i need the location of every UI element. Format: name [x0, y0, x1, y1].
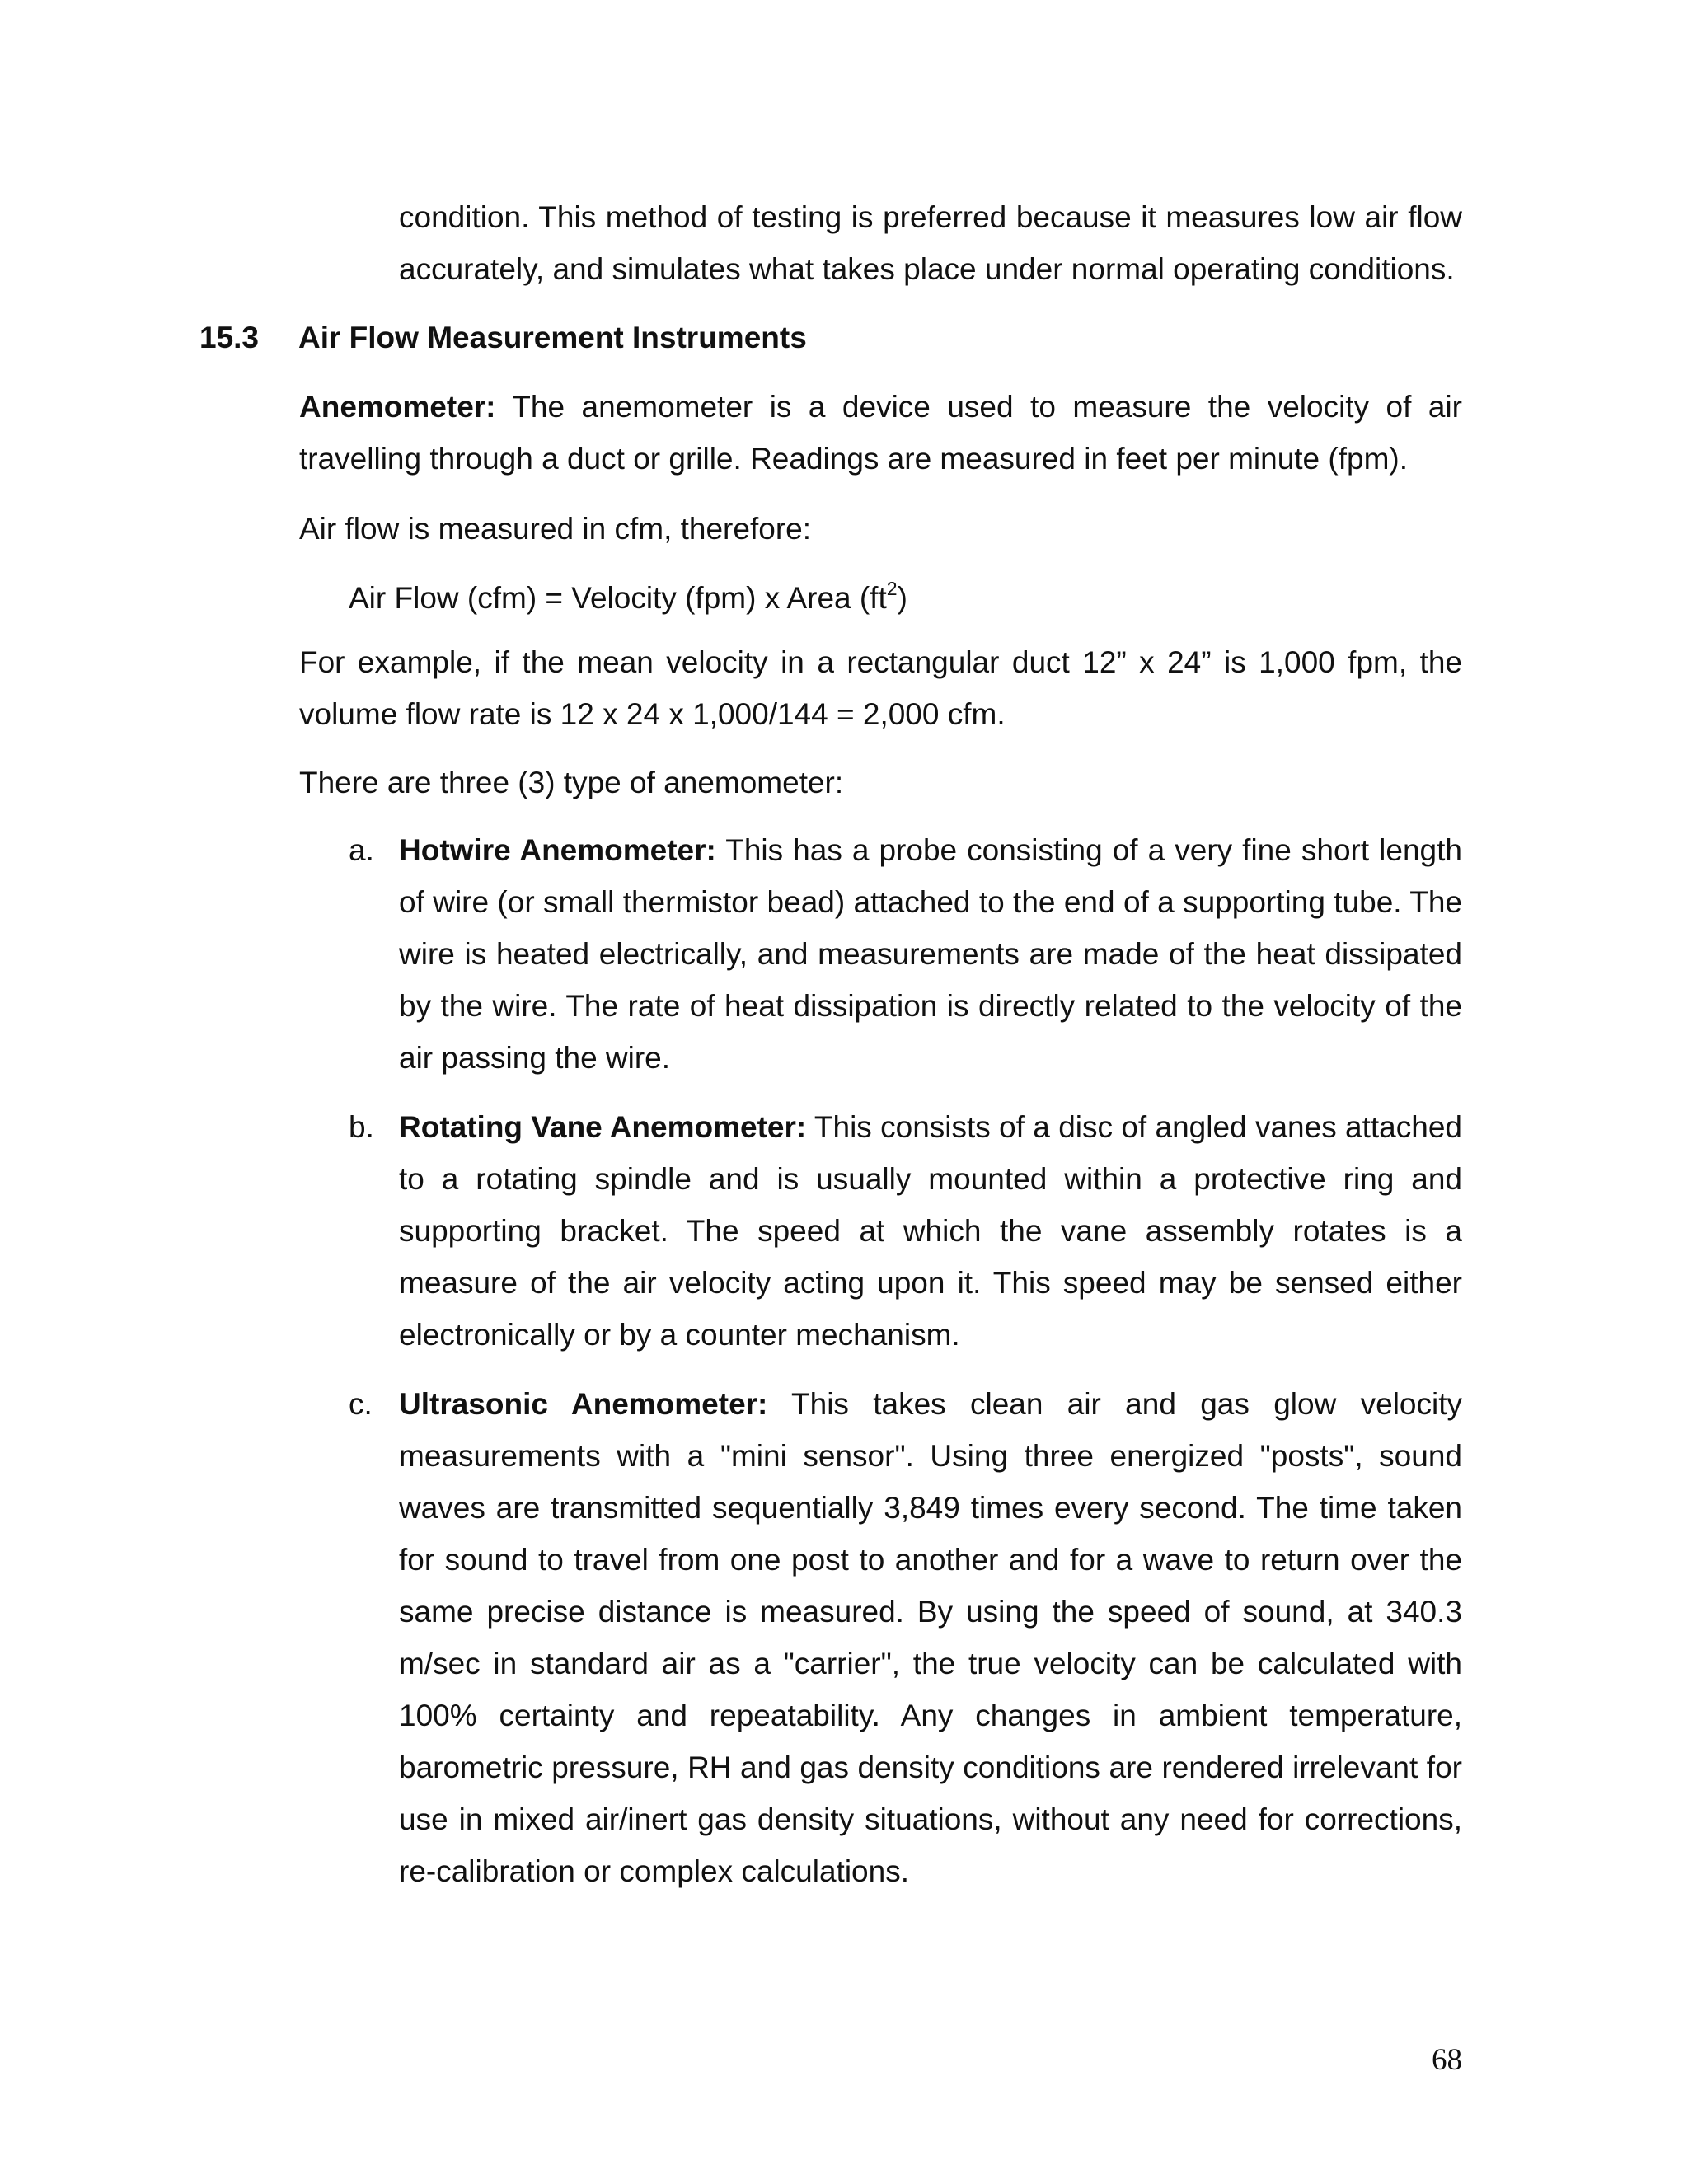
types-intro: There are three (3) type of anemometer: [299, 766, 844, 799]
list-item-description: This takes clean air and gas glow velocity measurements with a "mini sensor". Using three energized "posts", sound waves are transmitted sequentially 3,849 times every second. The time taken for sound to travel from one post to another and for a wave to return over the same precise distance is measured. By using the speed of sound, at 340.3 m/sec in standard air as a "carrier", the true velocity can be calculated with 100% certainty and repeatability. Any changes in ambient temperature, barometric pressure, RH and gas density conditions are rendered irrelevant for use in mixed air/inert gas density situations, without any need for corrections, re-calibration or complex calculations. [399, 1387, 1462, 1888]
list-item-description: This consists of a disc of angled vanes attached to a rotating spindle and is usually mounted within a protective ring and supporting bracket. The speed at which the vane assembly rotates is a measure of the air velocity acting upon it. This speed may be sensed either electronically or by a counter mechanism. [399, 1110, 1462, 1352]
list-item-text [399, 1378, 1462, 1897]
list-marker: b. [349, 1110, 374, 1144]
example-paragraph: For example, if the mean velocity in a rectangular duct 12” x 24” is 1,000 fpm, the volume flow rate is 12 x 24 x 1,000/144 = 2,000 cfm. [299, 645, 1462, 731]
list-item-description: This has a probe consisting of a very fine short length of wire (or small thermistor bead) attached to the end of a supporting tube. The wire is heated electrically, and measurements are made of the heat dissipated by the wire. The rate of heat dissipation is directly related to the velocity of the air passing the wire. [399, 833, 1462, 1075]
section-number: 15.3 [199, 321, 260, 354]
list-item-term: Ultrasonic Anemometer: [399, 1387, 768, 1421]
airflow-formula [349, 572, 907, 624]
intro-paragraph: condition. This method of testing is preferred because it measures low air flow accurately, and simulates what takes place under normal operating conditions. [399, 200, 1462, 286]
list-item-text [399, 824, 1462, 1084]
formula-superscript: 2 [886, 577, 898, 599]
section-heading [199, 312, 807, 363]
list-item-term: Hotwire Anemometer: [399, 833, 716, 867]
airflow-note: Air flow is measured in cfm, therefore: [299, 512, 811, 546]
formula-text: Air Flow (cfm) = Velocity (fpm) x Area (ft [349, 581, 887, 615]
page-number: 68 [1432, 2043, 1462, 2077]
section-title: Air Flow Measurement Instruments [298, 321, 807, 354]
anemometer-term: Anemometer: [299, 390, 496, 424]
anemometer-paragraph [299, 381, 1462, 485]
formula-closing: ) [897, 581, 907, 615]
anemometer-definition: The anemometer is a device used to measure the velocity of air travelling through a duct or grille. Readings are measured in feet per minute (fpm). [299, 390, 1462, 476]
list-item-term: Rotating Vane Anemometer: [399, 1110, 807, 1144]
list-marker: a. [349, 833, 374, 867]
list-item-text [399, 1101, 1462, 1361]
list-marker: c. [349, 1387, 373, 1421]
